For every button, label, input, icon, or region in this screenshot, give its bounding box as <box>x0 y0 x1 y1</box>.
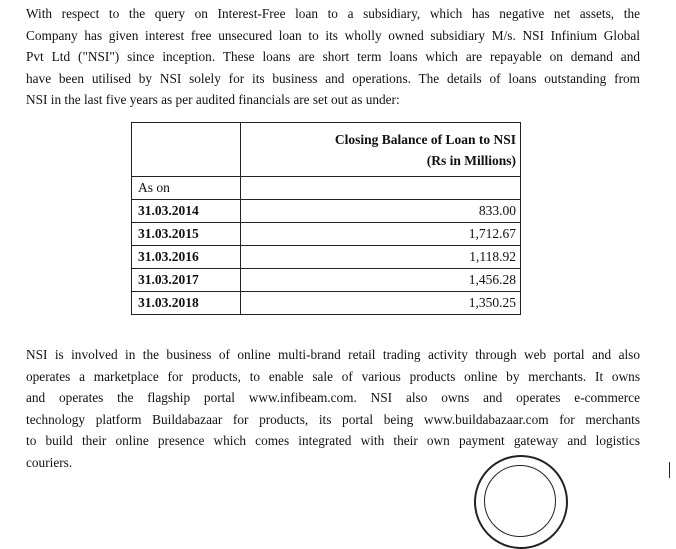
header-title: Closing Balance of Loan to NSI <box>334 132 516 147</box>
intro-line: NSI in the last five years as per audited financials are set out as under: <box>26 92 400 107</box>
business-line: NSI is involved in the business of online multi-brand retail trading activity through web portal and also <box>26 347 640 362</box>
loan-balance-table <box>131 122 521 315</box>
company-seal-stamp <box>474 455 568 549</box>
header-cell <box>241 123 521 177</box>
seal-inner-ring <box>484 465 556 537</box>
business-line: to build their online presence which comes integrated with their own payment gateway and logistics <box>26 433 640 448</box>
as-on-empty-cell <box>241 177 521 200</box>
header-empty-cell <box>132 123 241 177</box>
intro-line: have been utilised by NSI solely for its business and operations. The details of loans outstanding from <box>26 70 640 86</box>
as-on-row <box>132 177 521 200</box>
row-date: 31.03.2017 <box>132 269 241 292</box>
row-date: 31.03.2018 <box>132 292 241 315</box>
business-line: and operates the flagship portal www.infibeam.com. NSI also owns and operates e-commerce <box>26 390 640 405</box>
business-line: couriers. <box>26 454 73 470</box>
table-row <box>132 269 521 292</box>
header-unit: (Rs in Millions) <box>426 153 516 168</box>
row-balance: 1,350.25 <box>241 292 521 315</box>
as-on-label: As on <box>132 177 241 200</box>
table-row <box>132 246 521 269</box>
table-header-row <box>132 123 521 177</box>
row-balance: 1,456.28 <box>241 269 521 292</box>
table-row <box>132 200 521 223</box>
table-row <box>132 223 521 246</box>
row-date: 31.03.2014 <box>132 200 241 223</box>
business-line: technology platform Buildabazaar for products, its portal being www.buildabazaar.com for merchants <box>26 411 640 427</box>
row-date: 31.03.2015 <box>132 223 241 246</box>
intro-line: With respect to the query on Interest-Free loan to a subsidiary, which has negative net assets, the <box>26 6 640 21</box>
table-row <box>132 292 521 315</box>
row-date: 31.03.2016 <box>132 246 241 269</box>
row-balance: 1,118.92 <box>241 246 521 269</box>
business-line: operates a marketplace for products, to enable sale of various products online by merchants. It owns <box>26 368 640 384</box>
business-paragraph <box>26 344 640 473</box>
page-edge-mark <box>669 462 670 478</box>
row-balance: 833.00 <box>241 200 521 223</box>
intro-line: Pvt Ltd ("NSI") since inception. These loans are short term loans which are repayable on demand and <box>26 49 640 64</box>
intro-line: Company has given interest free unsecured loan to its wholly owned subsidiary M/s. NSI Infinium Global <box>26 27 640 43</box>
row-balance: 1,712.67 <box>241 223 521 246</box>
intro-paragraph <box>26 3 640 111</box>
